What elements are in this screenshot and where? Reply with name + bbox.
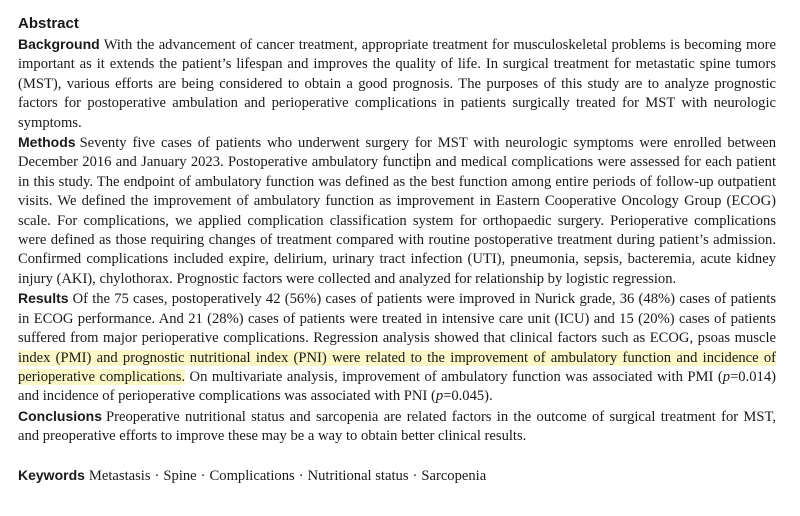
keyword-separator: · <box>412 467 418 484</box>
abstract-heading: Abstract <box>18 15 79 32</box>
keywords-label: Keywords <box>18 466 85 483</box>
methods-text-part2: on and medical complications were assessed for each patient in this study. The endpoint of ambulatory function was defined as the best function among entire periods of follow-up outpatient visits. We defined the improvement of ambulatory function as improvement in Eastern Cooperative Oncology Group (ECOG) scale. For complications, we applied complication classification system for orthopaedic surgery. Perioperative complications were defined as those requiring changes of treatment compared with routine postoperative treatment during patient’s admission. Confirmed complications included expire, delirium, urinary tract infection (UTI), pneumonia, sepsis, bacteremia, acute kidney injury (AKI), chylothorax. Prognostic factors were collected and analyzed for relationship by logistic regression. <box>18 154 776 287</box>
results-section <box>18 289 776 406</box>
results-text-part4: =0.045). <box>443 388 493 405</box>
background-label: Background <box>18 36 100 52</box>
keyword-item: Spine <box>163 467 197 484</box>
keyword-item: Complications <box>209 467 295 484</box>
conclusions-text: Preoperative nutritional status and sarcopenia are related factors in the outcome of surgical treatment for MST, and preoperative efforts to improve these may be a way to obtain better clinical results. <box>18 408 776 445</box>
p-symbol-1: p <box>722 368 731 385</box>
p-symbol-2: p <box>435 388 444 405</box>
keyword-item: Metastasis <box>88 467 151 484</box>
results-text-part2: On multivariate analysis, improvement of ambulatory function was associated with PMI ( <box>185 368 723 385</box>
keyword-separator: · <box>298 467 304 484</box>
conclusions-label: Conclusions <box>18 407 103 424</box>
background-text: With the advancement of cancer treatment, appropriate treatment for musculoskeletal problems is becoming more important as it extends the patient’s lifespan and improves the quality of life. In surgical treatment for metastatic spine tumors (MST), various efforts are being considered to obtain a good prognosis. The purposes of this study are to analyze prognostic factors for postoperative ambulation and perioperative complications in patients surgically treated for MST with neurologic symptoms. <box>18 37 776 131</box>
keyword-separator: · <box>200 467 206 484</box>
results-label: Results <box>18 290 69 307</box>
conclusions-section <box>18 407 776 447</box>
results-text-part1: Of the 75 cases, postoperatively 42 (56%) cases of patients were improved in Nurick grade, 36 (48%) cases of patients in ECOG performance. And 21 (28%) cases of patients were treated in intensive care unit (ICU) and 15 (20%) cases of patients suffered from major perioperative complications. Regression analysis showed that clinical factors such as ECOG, psoas muscle <box>18 291 776 347</box>
keyword-separator: · <box>154 467 160 484</box>
methods-text-part1: Seventy five cases of patients who underwent surgery for MST with neurologic symptoms were enrolled between December 2016 and January 2023. Postoperative ambulatory functi <box>18 135 776 171</box>
abstract-page <box>18 14 776 486</box>
background-section <box>18 35 776 133</box>
highlighted-text[interactable]: index (PMI) and prognostic nutritional index (PNI) were related to the improvement of ambulatory function and incidence of perioperative complications. <box>18 349 776 385</box>
keywords-section <box>18 466 776 486</box>
results-text-part3: =0.014) and incidence of perioperative complications was associated with PNI ( <box>18 368 776 405</box>
methods-label: Methods <box>18 134 76 151</box>
methods-section <box>18 133 776 289</box>
keyword-item: Nutritional status <box>307 467 409 484</box>
keyword-item: Sarcopenia <box>421 467 487 484</box>
